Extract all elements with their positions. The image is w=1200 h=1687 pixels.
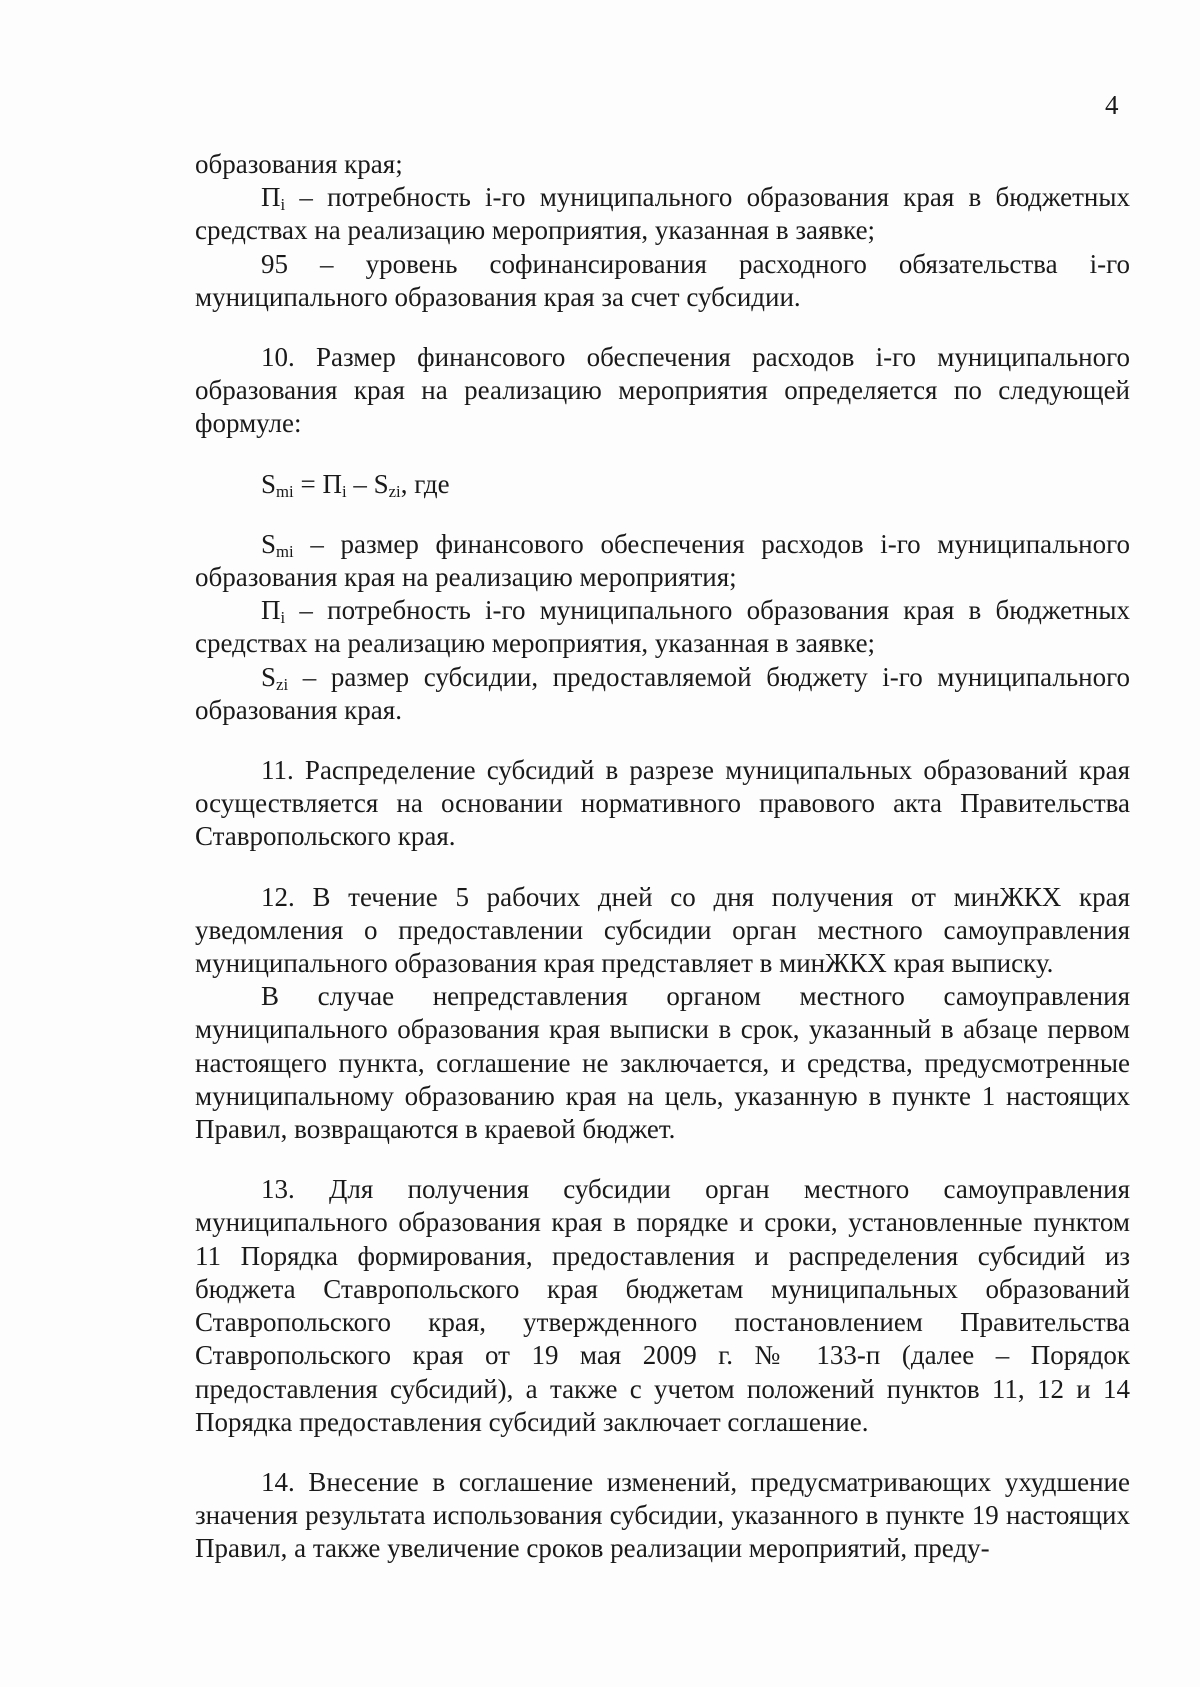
definition-smi bbox=[195, 528, 1130, 594]
formula-s2-subscript: zi bbox=[388, 481, 401, 501]
paragraph-gap bbox=[195, 1439, 1130, 1466]
formula-s2: S bbox=[373, 468, 389, 499]
formula-pi: П bbox=[322, 468, 342, 499]
symbol-pi: П bbox=[261, 182, 281, 213]
continuation-line: образования края; bbox=[195, 149, 403, 179]
formula-minus: – bbox=[346, 468, 374, 499]
formula-s: S bbox=[261, 468, 277, 499]
paragraph-gap bbox=[195, 854, 1130, 881]
formula-pi-subscript: i bbox=[341, 481, 347, 501]
formula-equals: = bbox=[293, 468, 323, 499]
symbol-pi-2: П bbox=[261, 595, 281, 626]
formula-s-subscript: mi bbox=[276, 481, 294, 501]
symbol-smi: S bbox=[261, 528, 277, 559]
paragraph-13: 13. Для получения субсидии орган местного самоуправления муниципального образования края в порядке и сроки, установленные пунктом 11 Порядка формирования, предоставления и распределения субсидий из бюджета Ставропольского края бюджетам муниципальных образований Ставропольского края, утвержденного постановлением Правительства Ставропольского края от 19 мая 2009 г. № 133-п (далее – Порядок предоставления субсидий), а также с учетом положений пунктов 11, 12 и 14 Порядка предоставления субсидий заключает соглашение. bbox=[195, 1174, 1130, 1437]
paragraph-14: 14. Внесение в соглашение изменений, предусматривающих ухудшение значения результата использования субсидии, указанного в пункте 19 настоящих Правил, а также увеличение сроков реализации мероприятий, преду- bbox=[195, 1466, 1130, 1564]
paragraph-11: 11. Распределение субсидий в разрезе муниципальных образований края осуществляется на основании нормативного правового акта Правительства Ставропольского края. bbox=[195, 755, 1130, 852]
paragraph-gap bbox=[195, 441, 1130, 468]
symbol-szi-subscript: zi bbox=[276, 674, 289, 694]
text-body bbox=[195, 148, 1130, 1566]
symbol-szi: S bbox=[261, 661, 277, 692]
definition-pi-2-text: – потребность i-го муниципального образования края в бюджетных средствах на реализацию мероприятия, указанная в заявке; bbox=[195, 595, 1130, 659]
definition-szi-text: – размер субсидии, предоставляемой бюджету i-го муниципального образования края. bbox=[195, 661, 1130, 725]
paragraph-gap bbox=[195, 314, 1130, 341]
definition-pi-text: – потребность i-го муниципального образования края в бюджетных средствах на реализацию мероприятия, указанная в заявке; bbox=[195, 182, 1130, 246]
definition-level: 95 – уровень софинансирования расходного обязательства i-го муниципального образования края за счет субсидии. bbox=[195, 248, 1130, 312]
page-number: 4 bbox=[1105, 90, 1119, 120]
definition-smi-text: – размер финансового обеспечения расходов i-го муниципального образования края на реализацию мероприятия; bbox=[195, 528, 1130, 593]
symbol-pi-2-subscript: i bbox=[280, 608, 286, 628]
symbol-smi-subscript: mi bbox=[276, 542, 294, 561]
paragraph-12-second: В случае непредставления органом местного самоуправления муниципального образования края выписки в срок, указанный в абзаце первом настоящего пункта, соглашение не заключается, и средства, предусмотренные муниципальному образованию края на цель, указанную в пункте 1 настоящих Правил, возвращаются в краевой бюджет. bbox=[195, 981, 1130, 1145]
paragraph-gap bbox=[195, 501, 1130, 528]
formula-tail: , где bbox=[400, 468, 450, 499]
symbol-pi-subscript: i bbox=[280, 195, 286, 215]
definition-pi bbox=[195, 181, 1130, 247]
formula bbox=[195, 468, 1130, 501]
paragraph-gap bbox=[195, 1146, 1130, 1173]
paragraph-10: 10. Размер финансового обеспечения расходов i-го муниципального образования края на реализацию мероприятия определяется по следующей формуле: bbox=[195, 342, 1130, 439]
paragraph-12: 12. В течение 5 рабочих дней со дня получения от минЖКХ края уведомления о предоставлении субсидии орган местного самоуправления муниципального образования края представляет в минЖКХ края выписку. bbox=[195, 881, 1130, 979]
paragraph-gap bbox=[195, 727, 1130, 754]
definition-pi-2 bbox=[195, 594, 1130, 660]
definition-szi bbox=[195, 661, 1130, 727]
